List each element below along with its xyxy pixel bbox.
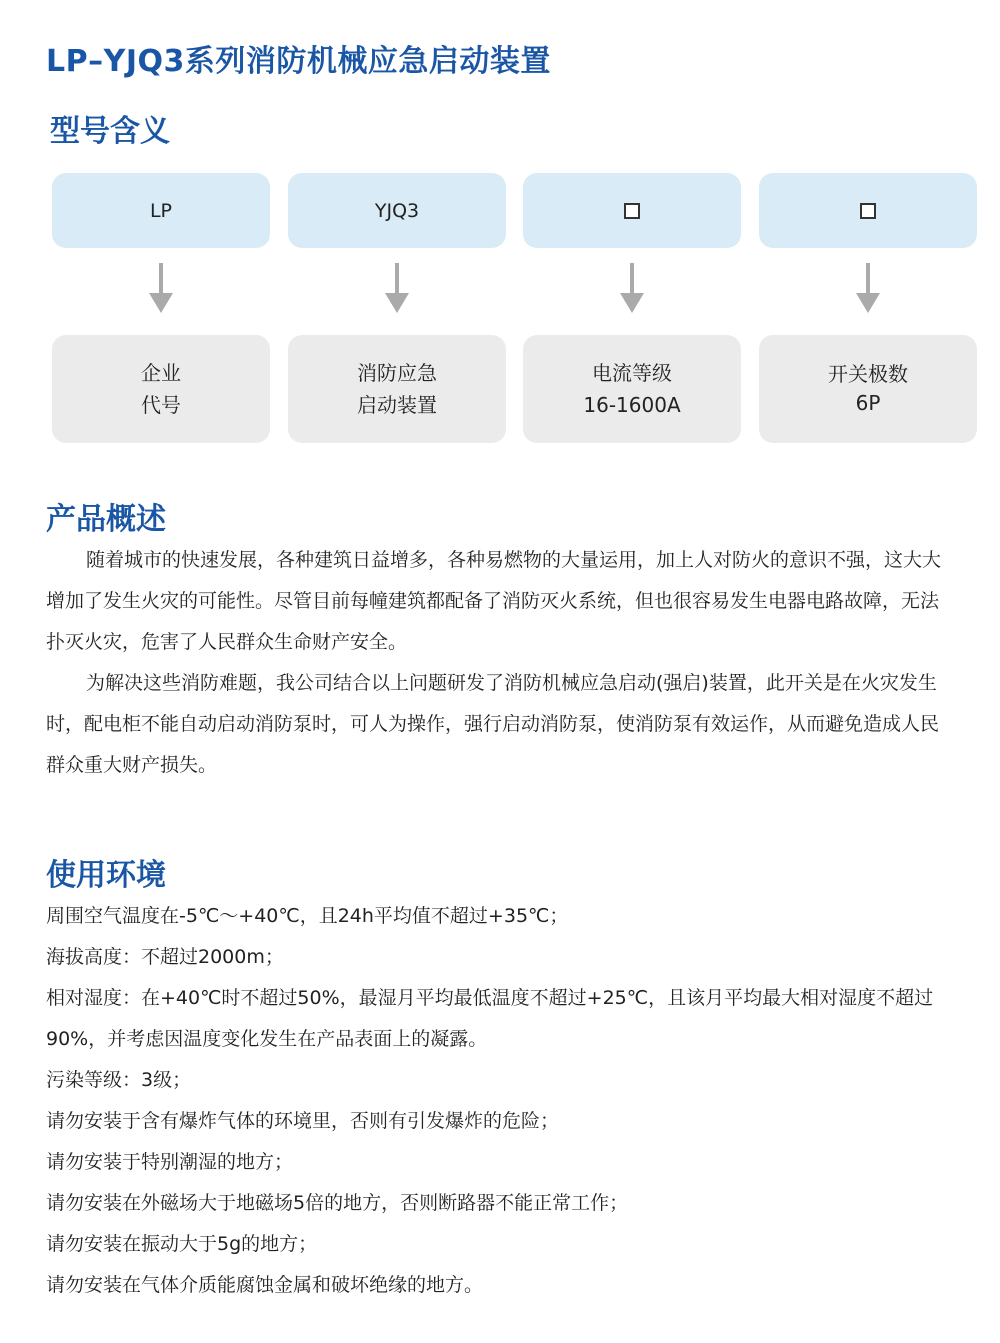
- environment-item: 请勿安装在外磁场大于地磁场5倍的地方，否则断路器不能正常工作；: [46, 1192, 629, 1214]
- meaning-line-1: 企业: [141, 361, 181, 385]
- arrow-down-icon: [385, 263, 409, 315]
- model-code-box-current: [523, 173, 741, 248]
- square-placeholder-icon: [624, 203, 640, 219]
- environment-item: 请勿安装于特别潮湿的地方；: [46, 1151, 294, 1173]
- model-code-box-device: [288, 173, 506, 248]
- meaning-line-2: 16-1600A: [583, 393, 681, 417]
- environment-item: 相对湿度：在+40℃时不超过50%，最湿月平均最低温度不超过+25℃，且该月平均最大相对湿度不超过90%，并考虑因温度变化发生在产品表面上的凝露。: [46, 987, 934, 1050]
- model-meaning-box-device: [288, 335, 506, 443]
- environment-item: 请勿安装在振动大于5g的地方；: [46, 1233, 318, 1255]
- meaning-line-2: 6P: [855, 391, 881, 415]
- environment-item: 请勿安装在气体介质能腐蚀金属和破坏绝缘的地方。: [46, 1274, 484, 1296]
- environment-item: 海拔高度：不超过2000m；: [46, 946, 284, 968]
- overview-text: [46, 540, 946, 786]
- meaning-line-2: 代号: [141, 393, 181, 417]
- model-meaning-box-current: [523, 335, 741, 443]
- page-title: LP–YJQ3系列消防机械应急启动装置: [46, 44, 551, 79]
- section-title-environment: 使用环境: [46, 858, 166, 893]
- meaning-line-1: 开关极数: [828, 362, 908, 386]
- model-code-box-company: [52, 173, 270, 248]
- model-meaning-box-company: [52, 335, 270, 443]
- section-title-model-meaning: 型号含义: [50, 114, 170, 149]
- model-code-text: YJQ3: [374, 199, 420, 222]
- model-code-text: LP: [149, 199, 173, 222]
- overview-paragraph: 随着城市的快速发展，各种建筑日益增多，各种易燃物的大量运用，加上人对防火的意识不强，这大大增加了发生火灾的可能性。尽管目前每幢建筑都配备了消防灭火系统，但也很容易发生电器电路故障，无法扑灭火灾，危害了人民群众生命财产安全。: [46, 549, 942, 653]
- square-placeholder-icon: [860, 203, 876, 219]
- model-code-box-poles: [759, 173, 977, 248]
- meaning-line-2: 启动装置: [357, 393, 437, 417]
- environment-item: 污染等级：3级；: [46, 1069, 192, 1091]
- meaning-line-1: 消防应急: [357, 361, 437, 385]
- environment-list: [46, 896, 946, 1306]
- model-meaning-box-poles: [759, 335, 977, 443]
- meaning-line-1: 电流等级: [592, 361, 672, 385]
- arrow-down-icon: [856, 263, 880, 315]
- environment-item: 周围空气温度在-5℃～+40℃，且24h平均值不超过+35℃；: [46, 905, 569, 927]
- section-title-overview: 产品概述: [46, 502, 166, 537]
- overview-paragraph: 为解决这些消防难题，我公司结合以上问题研发了消防机械应急启动(强启)装置，此开关是在火灾发生时，配电柜不能自动启动消防泵时，可人为操作，强行启动消防泵，使消防泵有效运作，从而避免造成人民群众重大财产损失。: [46, 672, 940, 776]
- arrow-down-icon: [620, 263, 644, 315]
- arrow-down-icon: [149, 263, 173, 315]
- environment-item: 请勿安装于含有爆炸气体的环境里，否则有引发爆炸的危险；: [46, 1110, 560, 1132]
